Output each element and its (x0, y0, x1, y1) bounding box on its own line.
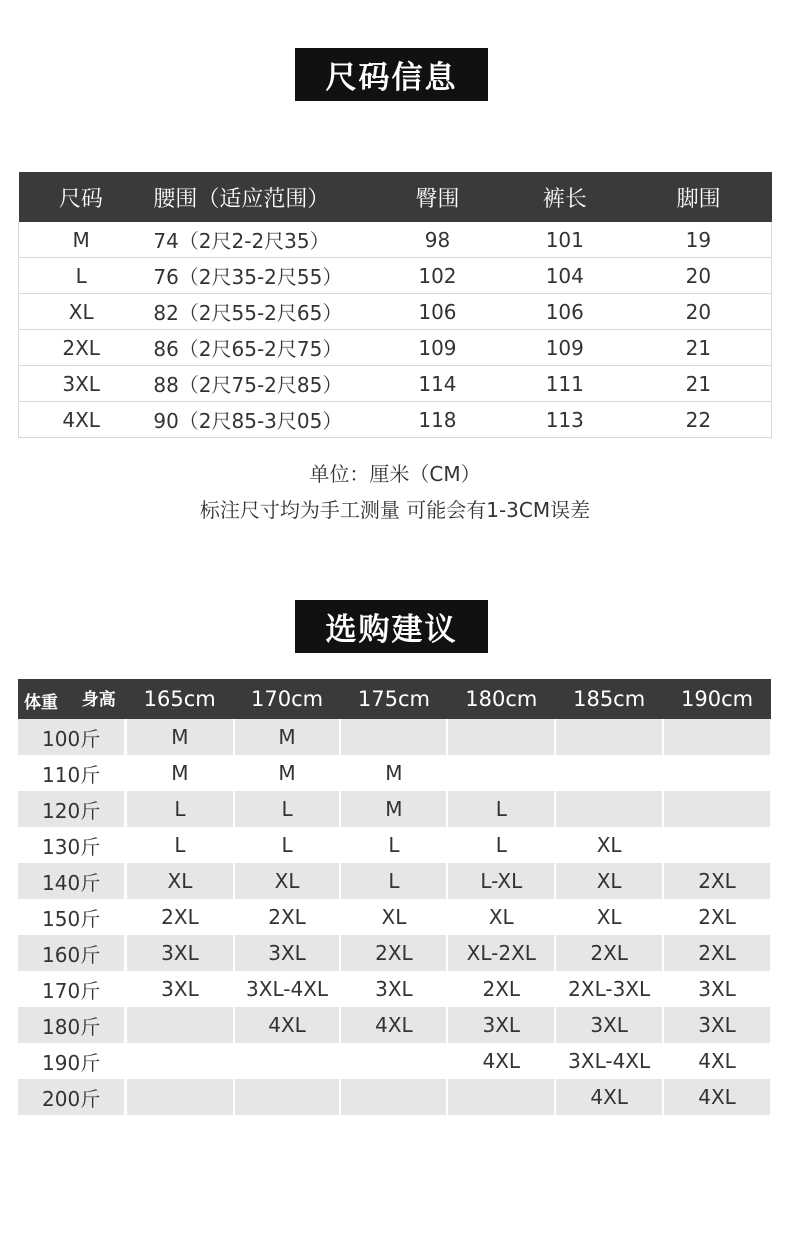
header-length: 裤长 (504, 172, 626, 222)
recommended-size-cell: 3XL (555, 1007, 663, 1043)
leg-opening-cell: 19 (626, 222, 772, 258)
recommended-size-cell: 3XL (126, 935, 234, 971)
recommended-size-cell (340, 719, 447, 755)
header-size: 尺码 (19, 172, 144, 222)
recommended-size-cell: L (447, 791, 555, 827)
recommended-size-cell: L (126, 827, 234, 863)
recommended-size-cell (340, 1079, 447, 1115)
recommended-size-cell (340, 1043, 447, 1079)
leg-opening-cell: 21 (626, 366, 772, 402)
recommended-size-cell: L (126, 791, 234, 827)
height-header: 175cm (340, 679, 447, 719)
recommended-size-cell: 4XL (447, 1043, 555, 1079)
height-header: 185cm (555, 679, 663, 719)
recommended-size-cell (555, 719, 663, 755)
length-cell: 109 (504, 330, 626, 366)
hip-cell: 109 (371, 330, 504, 366)
size-cell: L (19, 258, 144, 294)
size-row (19, 366, 772, 402)
recommendation-row (18, 1079, 771, 1115)
recommended-size-cell: 2XL-3XL (555, 971, 663, 1007)
recommended-size-cell: 4XL (340, 1007, 447, 1043)
recommended-size-cell: 2XL (340, 935, 447, 971)
recommended-size-cell: 3XL (340, 971, 447, 1007)
recommended-size-cell: M (126, 719, 234, 755)
recommended-size-cell: L-XL (447, 863, 555, 899)
height-header: 165cm (126, 679, 234, 719)
length-cell: 104 (504, 258, 626, 294)
recommended-size-cell (126, 1007, 234, 1043)
recommended-size-cell: XL (126, 863, 234, 899)
weight-cell: 150斤 (18, 899, 126, 935)
length-cell: 111 (504, 366, 626, 402)
measure-note: 标注尺寸均为手工测量 可能会有1-3CM误差 (199, 498, 591, 522)
waist-cell: 86（2尺65-2尺75） (143, 330, 371, 366)
recommendation-row (18, 755, 771, 791)
weight-cell: 190斤 (18, 1043, 126, 1079)
recommended-size-cell (447, 719, 555, 755)
size-row (19, 258, 772, 294)
recommended-size-cell: L (447, 827, 555, 863)
leg-opening-cell: 21 (626, 330, 772, 366)
recommended-size-cell: 4XL (555, 1079, 663, 1115)
weight-cell: 200斤 (18, 1079, 126, 1115)
recommended-size-cell: 3XL (663, 1007, 771, 1043)
recommendation-row (18, 863, 771, 899)
recommended-size-cell: L (234, 791, 341, 827)
recommended-size-cell: M (340, 791, 447, 827)
weight-cell: 100斤 (18, 719, 126, 755)
recommendation-row (18, 1007, 771, 1043)
recommendation-title: 选购建议 (295, 600, 488, 653)
hip-cell: 102 (371, 258, 504, 294)
recommended-size-cell (447, 755, 555, 791)
recommendation-row (18, 935, 771, 971)
leg-opening-cell: 20 (626, 258, 772, 294)
recommended-size-cell: M (340, 755, 447, 791)
recommended-size-cell (447, 1079, 555, 1115)
size-row (19, 294, 772, 330)
size-cell: M (19, 222, 144, 258)
recommended-size-cell: 2XL (234, 899, 341, 935)
recommended-size-cell (555, 791, 663, 827)
weight-cell: 140斤 (18, 863, 126, 899)
recommended-size-cell: 2XL (447, 971, 555, 1007)
recommended-size-cell (126, 1043, 234, 1079)
recommended-size-cell: 3XL-4XL (234, 971, 341, 1007)
recommendation-row (18, 791, 771, 827)
waist-cell: 90（2尺85-3尺05） (143, 402, 371, 438)
recommended-size-cell: 3XL-4XL (555, 1043, 663, 1079)
recommendation-row (18, 971, 771, 1007)
hip-cell: 114 (371, 366, 504, 402)
recommended-size-cell: XL (340, 899, 447, 935)
recommended-size-cell: M (126, 755, 234, 791)
length-cell: 106 (504, 294, 626, 330)
recommended-size-cell: 2XL (663, 935, 771, 971)
recommended-size-cell (663, 755, 771, 791)
hip-cell: 106 (371, 294, 504, 330)
size-cell: XL (19, 294, 144, 330)
hip-cell: 118 (371, 402, 504, 438)
recommendation-row (18, 899, 771, 935)
corner-weight-label: 体重 (24, 693, 58, 713)
waist-cell: 88（2尺75-2尺85） (143, 366, 371, 402)
recommended-size-cell: L (234, 827, 341, 863)
size-table-header (19, 172, 772, 222)
header-leg-opening: 脚围 (626, 172, 772, 222)
recommended-size-cell (234, 1079, 341, 1115)
header-waist: 腰围（适应范围） (143, 172, 371, 222)
size-row (19, 402, 772, 438)
recommended-size-cell: 2XL (663, 899, 771, 935)
hip-cell: 98 (371, 222, 504, 258)
size-table (18, 172, 772, 438)
unit-note: 单位：厘米（CM） (309, 462, 481, 486)
recommended-size-cell: XL (555, 899, 663, 935)
waist-cell: 82（2尺55-2尺65） (143, 294, 371, 330)
height-header: 180cm (447, 679, 555, 719)
weight-cell: 120斤 (18, 791, 126, 827)
weight-cell: 160斤 (18, 935, 126, 971)
recommended-size-cell: XL (555, 827, 663, 863)
recommended-size-cell: M (234, 755, 341, 791)
recommended-size-cell: XL (555, 863, 663, 899)
recommended-size-cell: 3XL (234, 935, 341, 971)
recommended-size-cell: 2XL (663, 863, 771, 899)
recommended-size-cell: L (340, 827, 447, 863)
size-info-title: 尺码信息 (295, 48, 488, 101)
recommended-size-cell: M (234, 719, 341, 755)
recommended-size-cell: 2XL (126, 899, 234, 935)
length-cell: 113 (504, 402, 626, 438)
size-cell: 3XL (19, 366, 144, 402)
recommended-size-cell: 3XL (126, 971, 234, 1007)
recommendation-table (18, 679, 772, 1115)
recommendation-row (18, 827, 771, 863)
weight-cell: 180斤 (18, 1007, 126, 1043)
leg-opening-cell: 22 (626, 402, 772, 438)
recommended-size-cell: 4XL (663, 1079, 771, 1115)
recommended-size-cell (663, 791, 771, 827)
recommended-size-cell: 4XL (234, 1007, 341, 1043)
recommendation-row (18, 1043, 771, 1079)
weight-cell: 110斤 (18, 755, 126, 791)
length-cell: 101 (504, 222, 626, 258)
recommended-size-cell: 3XL (663, 971, 771, 1007)
recommended-size-cell (663, 827, 771, 863)
size-cell: 4XL (19, 402, 144, 438)
height-header: 170cm (234, 679, 341, 719)
recommended-size-cell: 3XL (447, 1007, 555, 1043)
recommended-size-cell (663, 719, 771, 755)
recommended-size-cell: XL (447, 899, 555, 935)
recommended-size-cell (234, 1043, 341, 1079)
size-row (19, 330, 772, 366)
waist-cell: 76（2尺35-2尺55） (143, 258, 371, 294)
size-cell: 2XL (19, 330, 144, 366)
weight-cell: 170斤 (18, 971, 126, 1007)
recommendation-row (18, 719, 771, 755)
recommended-size-cell: XL-2XL (447, 935, 555, 971)
header-hip: 臀围 (371, 172, 504, 222)
leg-opening-cell: 20 (626, 294, 772, 330)
recommended-size-cell: 2XL (555, 935, 663, 971)
recommended-size-cell: XL (234, 863, 341, 899)
corner-cell (18, 679, 126, 719)
recommended-size-cell (126, 1079, 234, 1115)
recommendation-header (18, 679, 771, 719)
recommended-size-cell (555, 755, 663, 791)
size-row (19, 222, 772, 258)
height-header: 190cm (663, 679, 771, 719)
recommended-size-cell: L (340, 863, 447, 899)
recommended-size-cell: 4XL (663, 1043, 771, 1079)
waist-cell: 74（2尺2-2尺35） (143, 222, 371, 258)
weight-cell: 130斤 (18, 827, 126, 863)
corner-height-label: 身高 (81, 690, 116, 710)
